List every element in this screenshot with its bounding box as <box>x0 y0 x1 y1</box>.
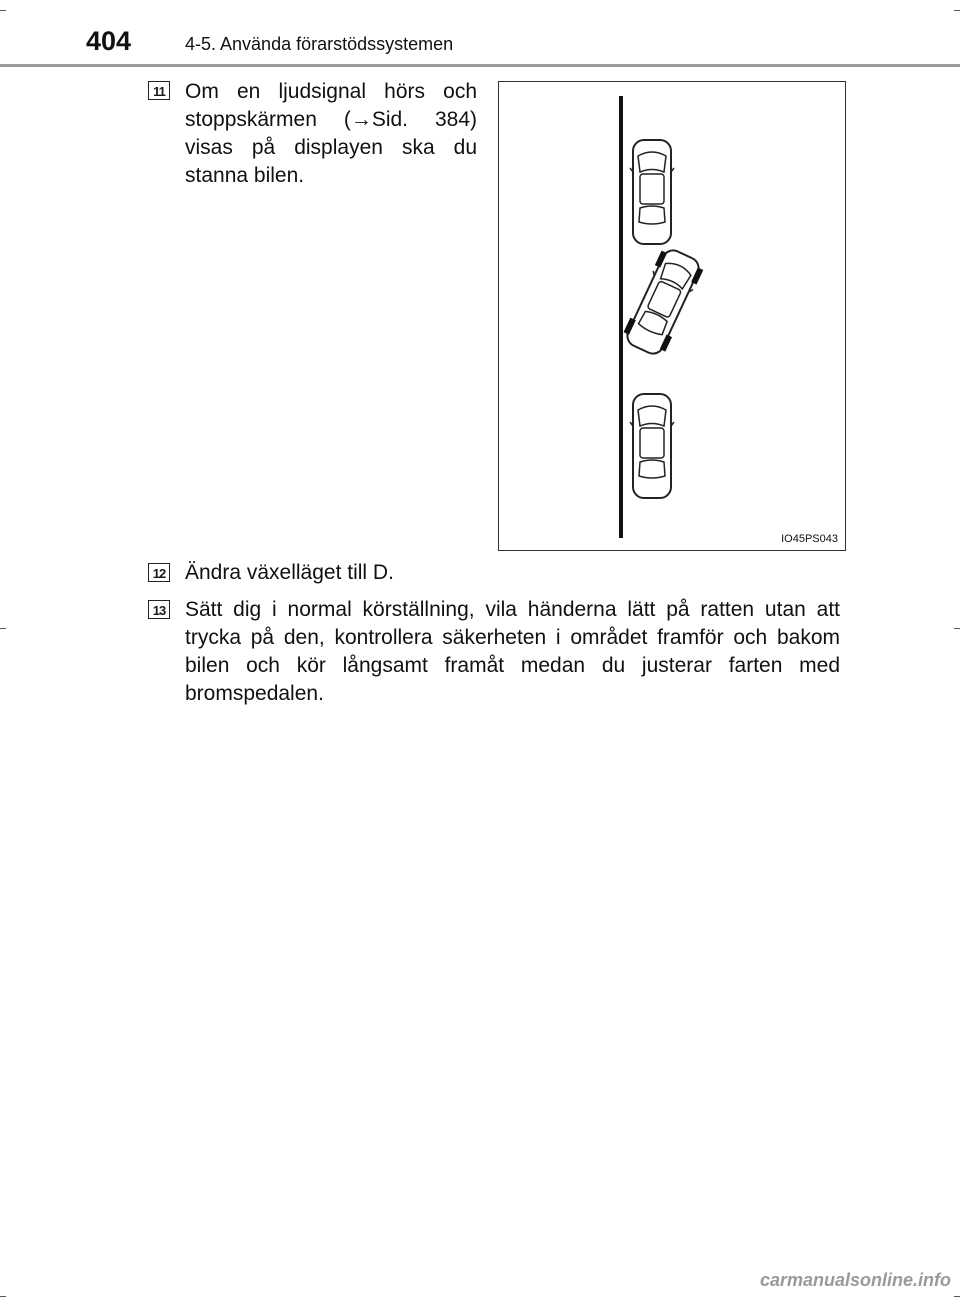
parked-car-icon <box>630 140 674 244</box>
step-text: Om en ljudsignal hörs och stoppskärmen (→Sid. 384) visas på displayen ska du stanna bilen. <box>185 80 477 187</box>
crop-mark <box>954 628 960 629</box>
step-number-badge: 11 <box>148 81 170 100</box>
step-text: Ändra växelläget till D. <box>185 561 394 584</box>
header-rule <box>0 64 960 67</box>
parked-car-icon <box>630 394 674 498</box>
illustration-drawing <box>499 82 845 550</box>
step-number-badge: 12 <box>148 563 170 582</box>
figure-code: IO45PS043 <box>781 533 838 545</box>
section-title: 4-5. Använda förarstödssystemen <box>185 34 454 54</box>
crop-mark <box>0 628 6 629</box>
step-number-badge: 13 <box>148 600 170 619</box>
page-header <box>0 0 960 70</box>
crop-mark <box>954 1296 960 1297</box>
page-number: 404 <box>86 26 132 56</box>
parking-illustration <box>498 81 846 551</box>
maneuvering-car-icon <box>620 245 706 359</box>
crop-mark <box>0 1296 6 1297</box>
step-text: Sätt dig i normal körställning, vila händerna lätt på ratten utan att trycka på den, kontrollera säkerheten i området framför och bakom bilen och kör långsamt framåt medan du justerar farten med bromspedalen. <box>185 598 840 705</box>
watermark: carmanualsonline.info <box>760 1270 952 1290</box>
